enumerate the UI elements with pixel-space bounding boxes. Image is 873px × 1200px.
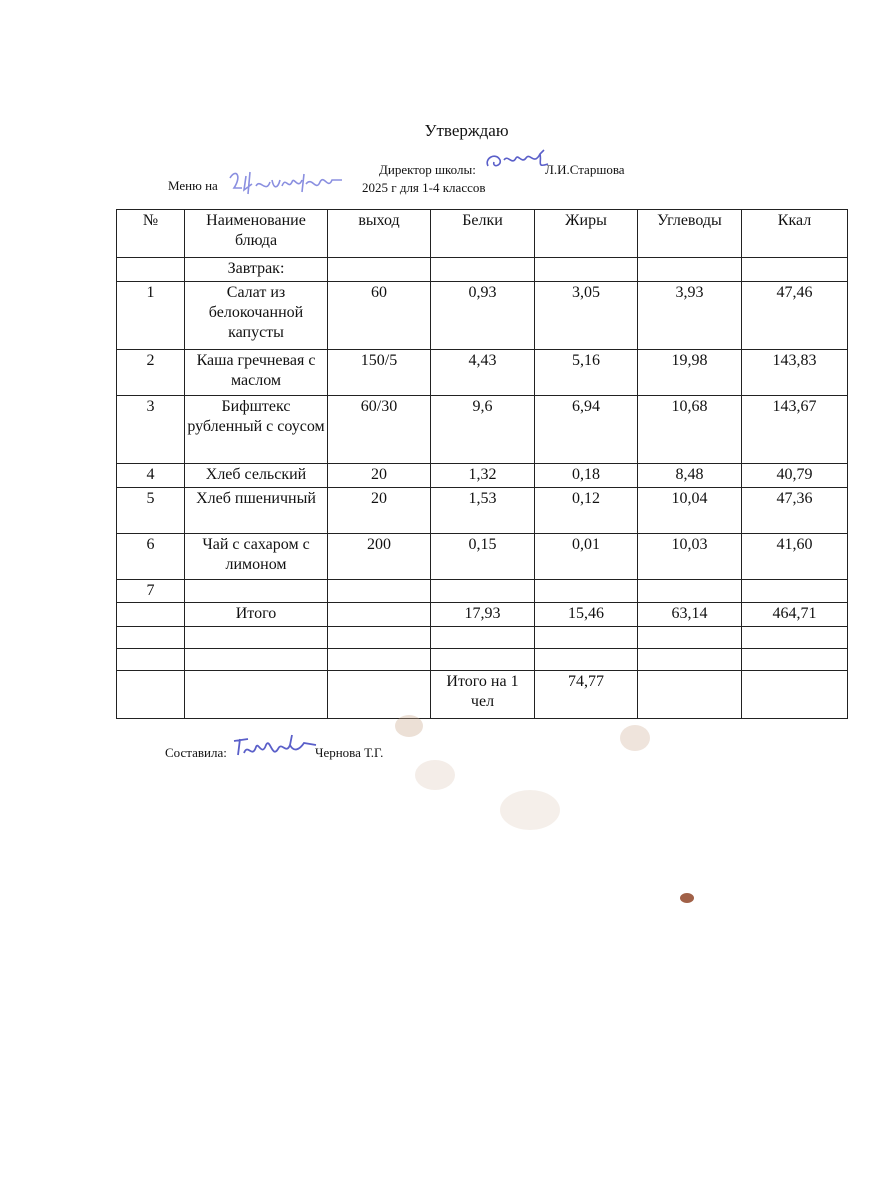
col-header-kcal: Ккал — [742, 210, 848, 258]
dish-name: Каша гречневая с маслом — [185, 350, 328, 396]
dish-carbs: 19,98 — [638, 350, 742, 396]
director-label: Директор школы: — [379, 162, 476, 177]
dish-fat: 6,94 — [535, 396, 638, 464]
per-person-value: 74,77 — [535, 671, 638, 719]
table-row — [117, 350, 848, 396]
total-fat: 15,46 — [535, 603, 638, 627]
dish-protein: 4,43 — [431, 350, 535, 396]
dish-output: 20 — [328, 464, 431, 488]
dish-name: Салат из белокочанной капусты — [185, 282, 328, 350]
dish-carbs: 3,93 — [638, 282, 742, 350]
total-kcal: 464,71 — [742, 603, 848, 627]
table-row — [117, 396, 848, 464]
table-header-row — [117, 210, 848, 258]
handwritten-date — [226, 166, 346, 200]
dish-carbs: 10,03 — [638, 534, 742, 580]
dish-fat: 3,05 — [535, 282, 638, 350]
paper-stain — [395, 715, 423, 737]
empty-row — [117, 649, 848, 671]
row-number: 1 — [117, 282, 185, 350]
table-row — [117, 534, 848, 580]
total-row — [117, 603, 848, 627]
menu-table — [116, 209, 848, 719]
col-header-number: № — [117, 210, 185, 258]
dish-fat: 0,12 — [535, 488, 638, 534]
col-header-fat: Жиры — [535, 210, 638, 258]
menu-date-suffix: 2025 г для 1-4 классов — [362, 180, 486, 195]
dish-kcal: 41,60 — [742, 534, 848, 580]
dish-name: Бифштекс рубленный с соусом — [185, 396, 328, 464]
paper-stain — [680, 893, 694, 903]
dish-protein: 9,6 — [431, 396, 535, 464]
table-row — [117, 464, 848, 488]
total-carbs: 63,14 — [638, 603, 742, 627]
dish-output: 60 — [328, 282, 431, 350]
row-number: 7 — [117, 580, 185, 603]
director-name: Л.И.Старшова — [545, 162, 625, 177]
dish-kcal: 143,83 — [742, 350, 848, 396]
dish-output: 60/30 — [328, 396, 431, 464]
menu-label: Меню на — [168, 178, 218, 193]
dish-carbs: 10,68 — [638, 396, 742, 464]
row-number: 2 — [117, 350, 185, 396]
dish-kcal — [742, 580, 848, 603]
total-protein: 17,93 — [431, 603, 535, 627]
dish-output: 150/5 — [328, 350, 431, 396]
dish-name: Чай с сахаром с лимоном — [185, 534, 328, 580]
table-row — [117, 580, 848, 603]
row-number: 6 — [117, 534, 185, 580]
row-number: 4 — [117, 464, 185, 488]
dish-output — [328, 580, 431, 603]
col-header-protein: Белки — [431, 210, 535, 258]
empty-row — [117, 627, 848, 649]
dish-carbs: 8,48 — [638, 464, 742, 488]
row-number: 3 — [117, 396, 185, 464]
dish-kcal: 143,67 — [742, 396, 848, 464]
dish-fat: 5,16 — [535, 350, 638, 396]
director-signature — [482, 146, 550, 180]
dish-fat: 0,01 — [535, 534, 638, 580]
dish-fat: 0,18 — [535, 464, 638, 488]
dish-kcal: 40,79 — [742, 464, 848, 488]
dish-name — [185, 580, 328, 603]
paper-stain — [620, 725, 650, 751]
dish-protein: 0,15 — [431, 534, 535, 580]
dish-kcal: 47,46 — [742, 282, 848, 350]
dish-output: 200 — [328, 534, 431, 580]
composer-signature — [230, 731, 320, 765]
col-header-dish: Наименование блюда — [185, 210, 328, 258]
meal-row — [117, 258, 848, 282]
table-row — [117, 282, 848, 350]
dish-carbs — [638, 580, 742, 603]
per-person-label: Итого на 1 чел — [431, 671, 535, 719]
dish-carbs: 10,04 — [638, 488, 742, 534]
dish-kcal: 47,36 — [742, 488, 848, 534]
dish-protein: 1,32 — [431, 464, 535, 488]
dish-protein — [431, 580, 535, 603]
composed-by-name: Чернова Т.Г. — [315, 745, 384, 760]
col-header-carbs: Углеводы — [638, 210, 742, 258]
meal-label: Завтрак: — [185, 258, 328, 282]
paper-stain — [500, 790, 560, 830]
dish-fat — [535, 580, 638, 603]
per-person-row — [117, 671, 848, 719]
total-label: Итого — [185, 603, 328, 627]
approval-title: Утверждаю — [424, 121, 509, 140]
composed-by-label: Составила: — [165, 745, 227, 760]
dish-protein: 0,93 — [431, 282, 535, 350]
table-row — [117, 488, 848, 534]
row-number: 5 — [117, 488, 185, 534]
col-header-output: выход — [328, 210, 431, 258]
dish-name: Хлеб сельский — [185, 464, 328, 488]
dish-output: 20 — [328, 488, 431, 534]
dish-name: Хлеб пшеничный — [185, 488, 328, 534]
paper-stain — [415, 760, 455, 790]
dish-protein: 1,53 — [431, 488, 535, 534]
